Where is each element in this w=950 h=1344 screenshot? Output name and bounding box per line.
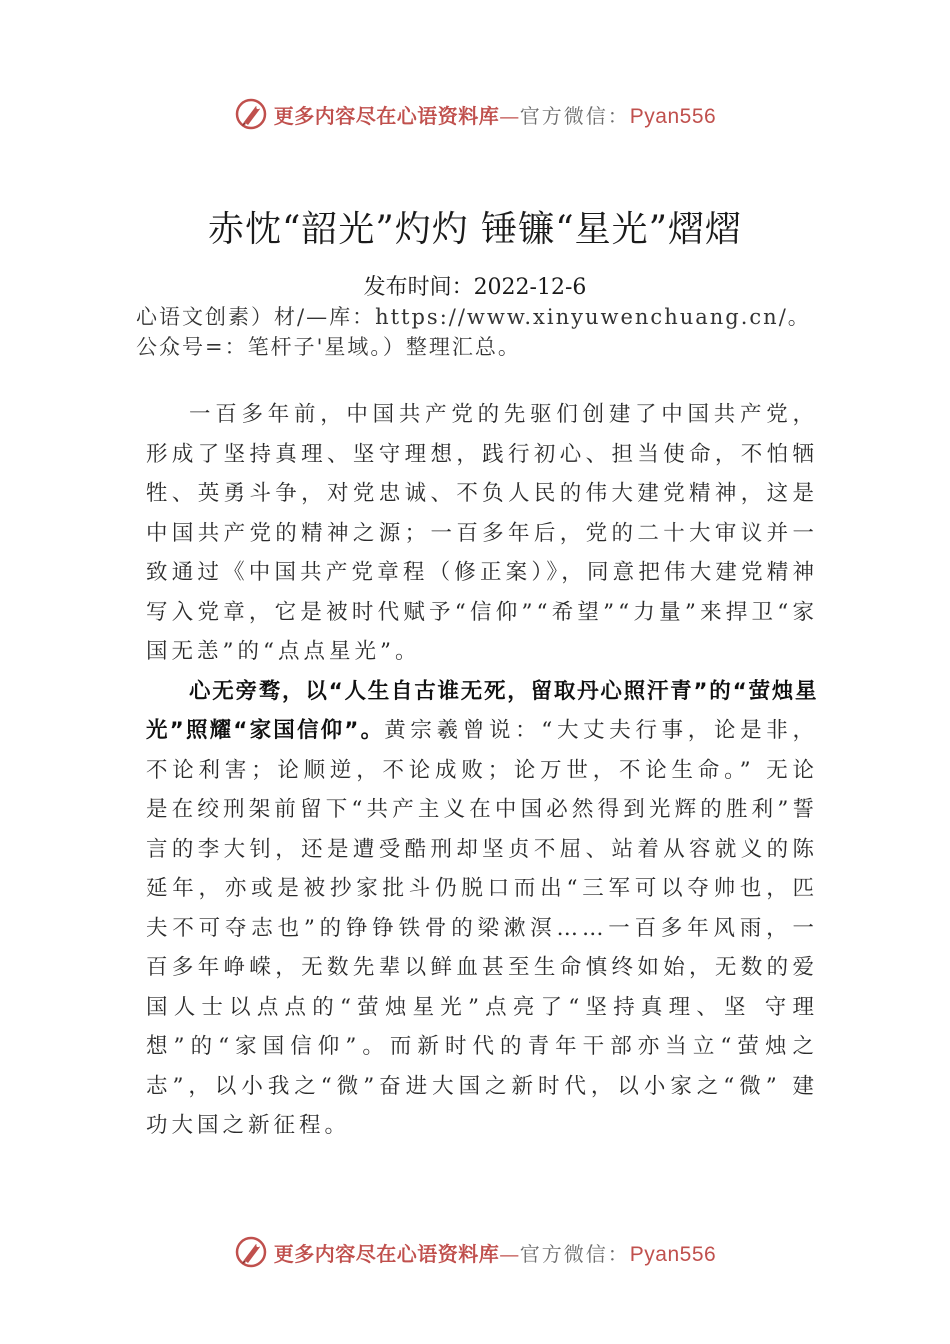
article-title: 赤忱“韶光”灼灼 锤镰“星光”熠熠 (207, 209, 743, 250)
footer-watermark-banner (0, 1232, 950, 1272)
banner-dash: — (499, 103, 520, 128)
paragraph-2 (146, 672, 818, 1146)
banner-wechat-id: Pyan556 (629, 1242, 717, 1266)
publish-date: 发布时间：2022-12-6 (363, 275, 587, 300)
source-note (136, 302, 856, 362)
banner-text (274, 1238, 716, 1267)
article-body (146, 395, 818, 1146)
pen-logo-icon (234, 1235, 268, 1269)
banner-main-text: 更多内容尽在心语资料库 (273, 1241, 500, 1266)
pen-logo-icon (234, 97, 268, 131)
banner-wechat-id: Pyan556 (629, 104, 717, 128)
banner-main-text: 更多内容尽在心语资料库 (273, 103, 500, 128)
paragraph-1: 一百多年前，中国共产党的先驱们创建了中国共产党，形成了坚持真理、坚守理想，践行初心、担当使命，不怕牺牲、英勇斗争，对党忠诚、不负人民的伟大建党精神，这是中国共产党的精神之源；一百多年后，党的二十大审议并一致通过《中国共产党章程（修正案）》，同意把伟大建党精神写入党章，它是被时代赋予“信仰”“希望”“力量”来捍卫“家国无恙”的“点点星光”。 (146, 402, 818, 664)
source-line-1: 心语文创素）材/—库：https://www.xinyuwenchuang.cn/。 (136, 305, 811, 329)
banner-text (274, 100, 716, 129)
source-line-2: 公众号=：笔杆子'星域。）整理汇总。 (136, 335, 521, 359)
paragraph-2-lead: 心无旁骛，以“人生自古谁无死，留取丹心照汗青”的“萤烛星光”照耀“家国信仰”。 (146, 678, 818, 743)
paragraph-2-body: 黄宗羲曾说：“大丈夫行事，论是非，不论利害；论顺逆，不论成败；论万世，不论生命。” 无论是在绞刑架前留下“共产主义在中国必然得到光辉的胜利”誓言的李大钊，还是遭受酷刑却坚贞不屈、站着从容就义的陈延年，亦或是被抄家批斗仍脱口而出“三军可以夺帅也，匹夫不可夺志也”的铮铮铁骨的梁漱溟……一百多年风雨，一百多年峥嵘，无数先辈以鲜血甚至生命慎终如始，无数的爱国人士以点点的“萤烛星光”点亮了“坚持真理、坚 守理想”的“家国信仰”。而新时代的青年干部亦当立“萤烛之志”，以小我之“微”奋进大国之新时代，以小家之“微” 建功大国之新征程。 (146, 718, 818, 1138)
header-watermark-banner (0, 94, 950, 134)
banner-wechat-label: 官方微信： (519, 1241, 630, 1266)
banner-dash: — (499, 1241, 520, 1266)
banner-wechat-label: 官方微信： (519, 103, 630, 128)
